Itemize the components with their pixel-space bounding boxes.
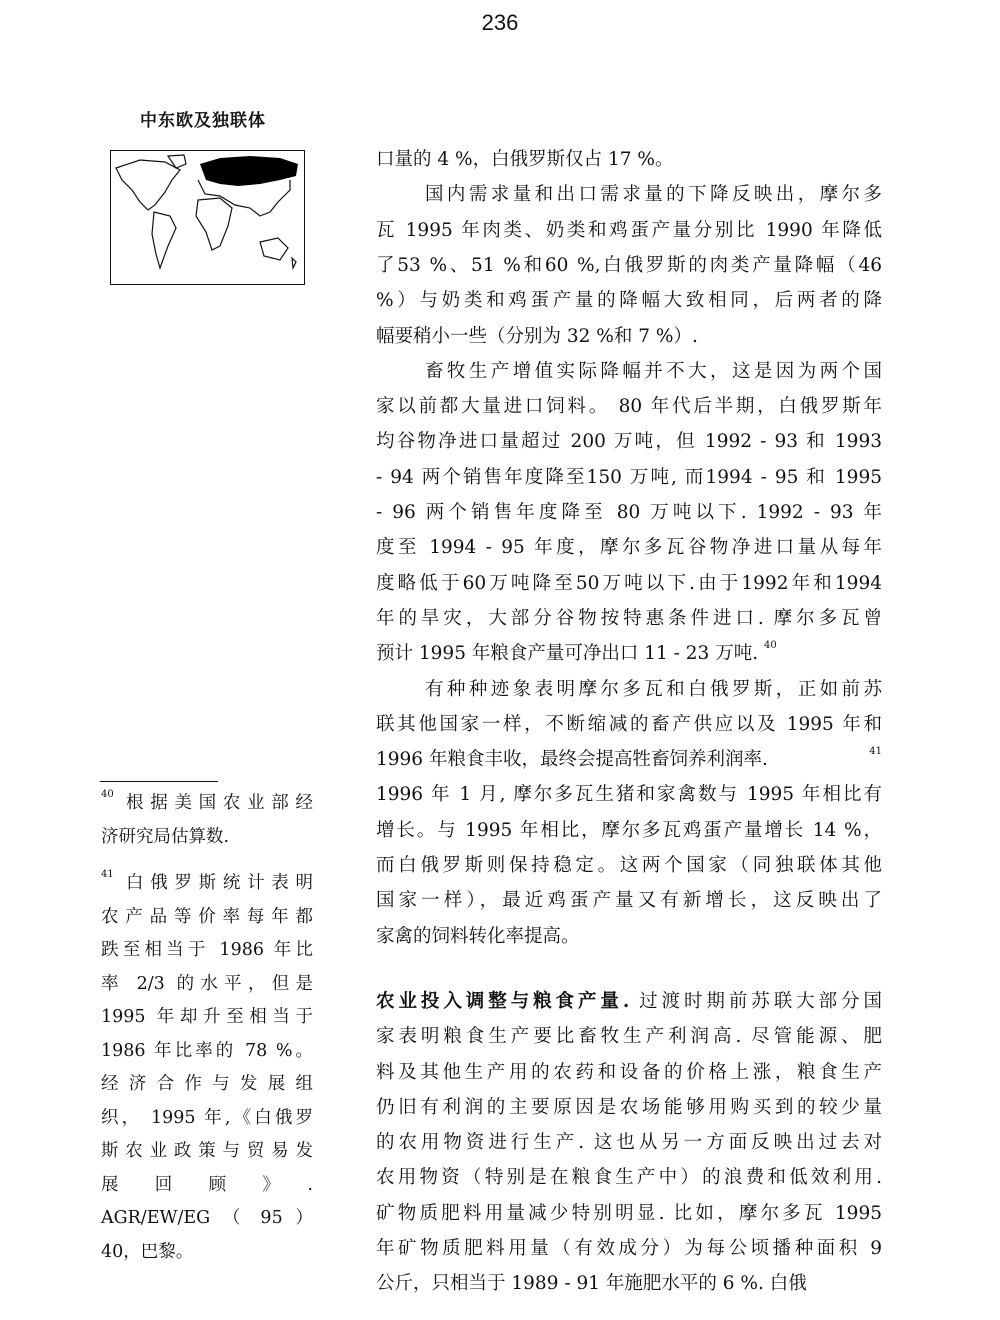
footnote-rule (100, 781, 218, 782)
line-text: 年矿物质肥料用量（有效成分）为每公顷播种面积 9 (376, 1238, 882, 1259)
text-line (376, 1201, 882, 1227)
footnote-line (101, 790, 313, 816)
line-text: - 96 两个销售年度降至 80 万吨以下. 1992 - 93 年 (376, 502, 882, 523)
footnote-text: 1995 年却升至相当于 (101, 1007, 313, 1027)
footnote-line (101, 1205, 313, 1231)
line-text: 国家一样），最近鸡蛋产量又有新增长，这反映出了 (376, 890, 882, 912)
line-text: 预计 1995 年粮食产量可净出口 11 - 23 万吨. (376, 643, 759, 665)
line-text: 1996 年粮食丰收，最终会提高牲畜饲养利润率. (376, 749, 768, 771)
footnote-line (101, 1071, 313, 1097)
line-text: 公斤，只相当于 1989 - 91 年施肥水平的 6 %. 白俄 (376, 1273, 807, 1295)
text-line (376, 989, 882, 1015)
line-text: 幅要稍小一些（分别为 32 %和 7 %）. (376, 325, 698, 347)
text-line (425, 182, 882, 208)
footnote-line (101, 824, 313, 850)
footnote-text: 根据美国农业部经 (113, 793, 313, 813)
text-line (376, 747, 882, 773)
line-text: 均谷物净进口量超过 200 万吨，但 1992 - 93 和 1993 (376, 431, 882, 453)
footnote-text: 织， 1995 年,《白俄罗 (101, 1107, 313, 1128)
text-line (376, 888, 882, 914)
text-line (376, 394, 882, 420)
text-line (376, 218, 882, 244)
line-text: 国内需求量和出口需求量的下降反映出，摩尔多 (425, 184, 882, 206)
footnote-line (101, 1105, 313, 1131)
footnote-line (101, 1038, 313, 1064)
line-text: 瓦 1995 年肉类、奶类和鸡蛋产量分别比 1990 年降低 (376, 219, 882, 241)
text-line (376, 253, 882, 279)
footnote-ref: 41 (869, 746, 882, 758)
text-line (425, 677, 882, 703)
footnote-line (101, 1239, 313, 1265)
text-line (376, 1271, 882, 1297)
text-line (425, 359, 882, 385)
text-line (376, 606, 882, 632)
text-line (376, 1130, 882, 1156)
footnote-number: 41 (101, 869, 114, 880)
line-text: 畜牧生产增值实际降幅并不大，这是因为两个国 (425, 360, 882, 382)
text-line (376, 1236, 882, 1262)
text-line (376, 712, 882, 738)
line-text: 1996 年 1 月, 摩尔多瓦生猪和家禽数与 1995 年相比有 (376, 784, 882, 806)
text-line (376, 324, 882, 350)
text-line (376, 429, 882, 455)
line-text: %）与奶类和鸡蛋产量的降幅大致相同，后两者的降 (376, 290, 882, 312)
footnote-text: 经济合作与发展组 (101, 1074, 313, 1094)
text-line (376, 1165, 882, 1191)
text-line (376, 1095, 882, 1121)
footnote-text: 率 2/3 的水平，但是 (101, 973, 313, 994)
line-text: 度至 1994 - 95 年度，摩尔多瓦谷物净进口量从每年 (376, 537, 882, 559)
line-text: 有种种迹象表明摩尔多瓦和白俄罗斯，正如前苏 (425, 678, 882, 700)
line-text: 了53 %、51 %和60 %,白俄罗斯的肉类产量降幅（46 (376, 254, 882, 276)
text-line (376, 641, 882, 667)
footnote-line (101, 904, 313, 930)
footnote-text: 济研究局估算数. (101, 826, 230, 847)
text-line (376, 853, 882, 879)
line-text: 度略低于60万吨降至50万吨以下.由于1992年和1994 (376, 572, 882, 594)
line-text: 联其他国家一样，不断缩减的畜产供应以及 1995 年和 (376, 713, 882, 735)
line-text: 料及其他生产用的农药和设备的价格上涨，粮食生产 (376, 1061, 882, 1083)
text-line (376, 1024, 882, 1050)
footnote-number: 40 (101, 789, 114, 800)
line-text: 过渡时期前苏联大部分国 (629, 990, 882, 1012)
footnote-text: 1986 年比率的 78 %。 (101, 1040, 313, 1061)
footnote-line (101, 1004, 313, 1030)
footnote-text: 跌至相当于 1986 年比 (101, 940, 313, 960)
line-text: 矿物质肥料用量减少特别明显. 比如，摩尔多瓦 1995 (376, 1202, 882, 1224)
footnote-line (101, 937, 313, 963)
line-text: 口量的 4 %，白俄罗斯仅占 17 %。 (376, 149, 674, 170)
text-line (376, 818, 882, 844)
section-heading: 农业投入调整与粮食产量. (376, 990, 630, 1012)
footnote-text: 白俄罗斯统计表明 (113, 873, 313, 893)
text-line (376, 1060, 882, 1086)
footnote-line (101, 1138, 313, 1164)
text-line (376, 500, 882, 526)
footnote-line (101, 870, 313, 896)
line-text: - 94 两个销售年度降至150 万吨, 而1994 - 95 和 1995 (376, 466, 882, 488)
line-text: 年的旱灾，大部分谷物按特惠条件进口. 摩尔多瓦曾 (376, 607, 882, 629)
page-number: 236 (481, 10, 519, 35)
line-text: 家禽的饲料转化率提高。 (376, 925, 580, 947)
world-map-icon (110, 150, 305, 285)
line-text: 家以前都大量进口饲料。 80 年代后半期，白俄罗斯年 (376, 396, 882, 418)
text-line (376, 782, 882, 808)
line-text: 家表明粮食生产要比畜牧生产利润高. 尽管能源、肥 (376, 1026, 882, 1048)
text-line (376, 924, 882, 950)
footnote-line (101, 971, 313, 997)
region-title: 中东欧及独联体 (140, 111, 266, 131)
footnote-text: 展 回 顾 》 . (101, 1174, 313, 1195)
line-text: 的农用物资进行生产. 这也从另一方面反映出过去对 (376, 1132, 882, 1154)
text-line (376, 147, 882, 173)
footnote-ref: 40 (763, 640, 777, 652)
text-line (376, 535, 882, 561)
line-text: 仍旧有利润的主要原因是农场能够用购买到的较少量 (376, 1096, 882, 1118)
footnote-text: 斯农业政策与贸易发 (101, 1141, 313, 1161)
text-line (376, 288, 882, 314)
line-text: 而白俄罗斯则保持稳定。这两个国家（同独联体其他 (376, 855, 882, 876)
text-line (376, 571, 882, 597)
line-text: 增长。与 1995 年相比，摩尔多瓦鸡蛋产量增长 14 %， (376, 819, 882, 841)
footnote-line (101, 1172, 313, 1198)
footnote-text: 40，巴黎。 (101, 1241, 194, 1262)
footnote-text: 农产品等价率每年都 (101, 906, 313, 927)
line-text: 农用物资（特别是在粮食生产中）的浪费和低效利用. (376, 1167, 882, 1189)
footnote-text: AGR/EW/EG （ 95 ） (101, 1208, 313, 1228)
text-line (376, 465, 882, 491)
